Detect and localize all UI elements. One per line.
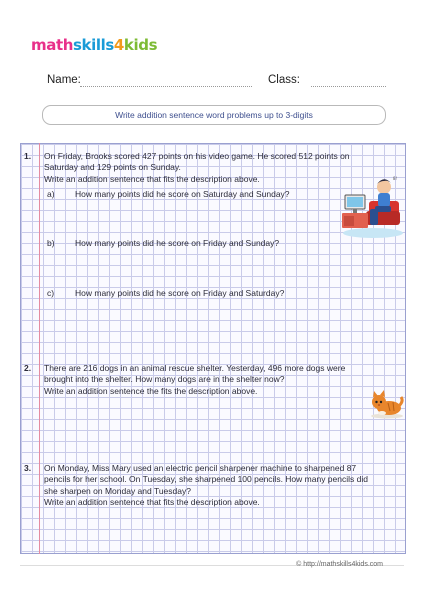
logo-part-kids: kids	[123, 36, 158, 54]
question-1-line-3: Write an addition sentence that fits the description above.	[44, 173, 260, 184]
boy-gaming-illustration	[342, 171, 404, 239]
question-3-line-3: she sharpen on Monday and Tuesday?	[44, 485, 191, 496]
logo-part-skills: skills	[73, 36, 114, 54]
question-1-part-a	[47, 189, 290, 199]
footer	[296, 561, 383, 568]
question-1-number: 1.	[24, 151, 32, 161]
name-class-row	[0, 72, 421, 94]
logo-part-math: math	[31, 36, 74, 54]
question-2-text	[44, 363, 345, 397]
part-a-label: a)	[47, 189, 55, 199]
part-b-text: How many points did he score on Friday and Sunday?	[75, 238, 280, 248]
question-3-line-1: On Monday, Miss Mary used an electric pencil sharpener machine to sharpened 87	[44, 463, 357, 473]
question-1-line-2: Saturday and 129 points on Sunday.	[44, 162, 181, 173]
question-2-number: 2.	[24, 363, 32, 373]
class-field[interactable]	[311, 86, 386, 87]
question-1-text	[44, 151, 350, 185]
part-c-label: c)	[47, 288, 55, 298]
margin-line	[39, 143, 40, 554]
logo-part-4: 4	[113, 36, 124, 54]
question-1-part-c	[47, 288, 284, 298]
logo	[31, 36, 157, 54]
question-3-number: 3.	[24, 463, 32, 473]
cat-illustration	[370, 389, 404, 419]
name-field[interactable]	[80, 86, 252, 87]
part-b-label: b)	[47, 238, 55, 248]
question-2-line-1: There are 216 dogs in an animal rescue shelter. Yesterday, 496 more dogs were	[44, 363, 346, 373]
part-a-text: How many points did he score on Saturday and Sunday?	[75, 189, 290, 199]
svg-text:8!: 8!	[393, 176, 398, 181]
question-3-line-2: pencils for her school. On Tuesday, she sharpened 100 pencils. How many pencils did	[44, 474, 368, 485]
footer-url[interactable]: http://mathskills4kids.com	[303, 561, 383, 568]
part-c-text: How many points did he score on Friday and Saturday?	[75, 288, 285, 298]
question-2-line-2: brought into the shelter. How many dogs are in the shelter now?	[44, 374, 285, 385]
question-2-line-3: Write an addition sentence the fits the description above.	[44, 385, 258, 396]
class-label: Class:	[268, 74, 300, 86]
name-label: Name:	[47, 74, 81, 86]
question-1-line-1: On Friday, Brooks scored 427 points on his video game. He scored 512 points on	[44, 151, 350, 161]
copyright-icon: ©	[296, 561, 302, 568]
question-3-line-4: Write an addition sentence that fits the description above.	[44, 497, 260, 508]
question-1-part-b	[47, 238, 279, 248]
worksheet-title: Write addition sentence word problems up to 3-digits	[42, 105, 386, 125]
question-3-text	[44, 463, 368, 509]
